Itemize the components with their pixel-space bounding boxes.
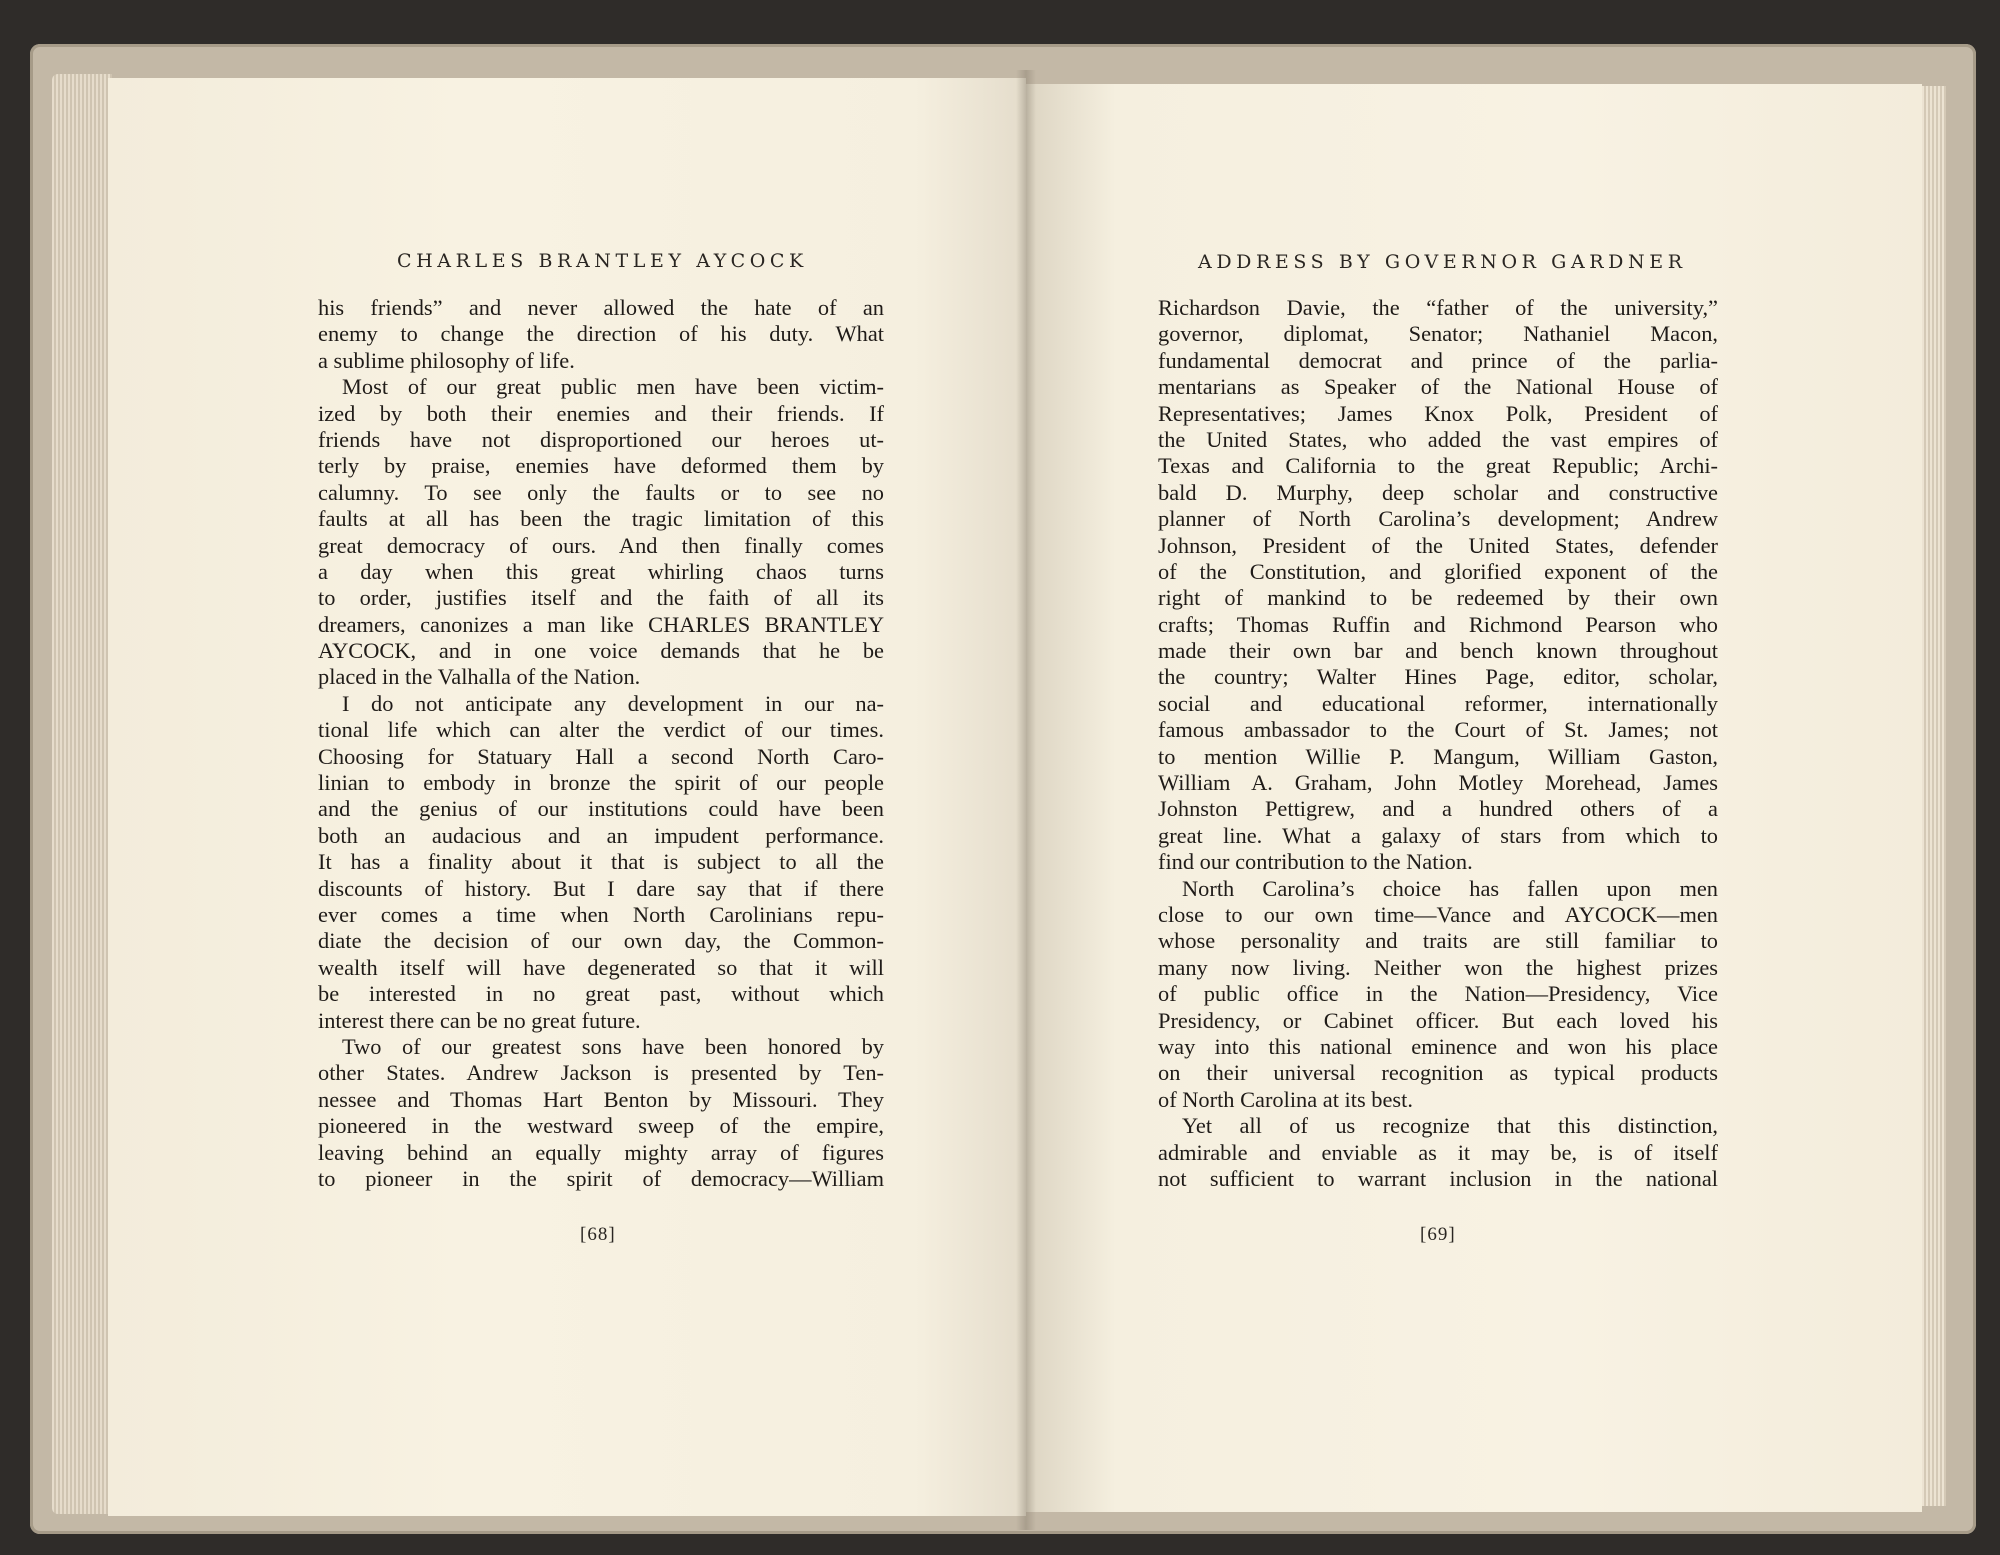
text-line: to order, justifies itself and the faith of all its [318, 585, 884, 611]
text-line: great democracy of ours. And then finally comes [318, 532, 884, 558]
text-line: of the Constitution, and glorified exponent of the [1158, 558, 1718, 584]
text-line: interest there can be no great future. [318, 1007, 641, 1033]
text-line: the country; Walter Hines Page, editor, scholar, [1158, 664, 1718, 690]
text-line: way into this national eminence and won his place [1158, 1033, 1718, 1059]
text-line: terly by praise, enemies have deformed them by [318, 453, 884, 479]
text-line: and the genius of our institutions could have been [318, 796, 884, 822]
text-line: calumny. To see only the faults or to see no [318, 479, 884, 505]
text-line: to pioneer in the spirit of democracy—William [318, 1165, 884, 1191]
text-line: North Carolina’s choice has fallen upon men [1182, 875, 1718, 901]
text-line: social and educational reformer, internationally [1158, 690, 1718, 716]
text-line: governor, diplomat, Senator; Nathaniel Macon, [1158, 321, 1718, 347]
text-line: both an audacious and an impudent performance. [318, 822, 884, 848]
text-line: to mention Willie P. Mangum, William Gaston, [1158, 743, 1718, 769]
book-gutter [1016, 70, 1036, 1530]
text-line: many now living. Neither won the highest prizes [1158, 954, 1718, 980]
right-page-text [1158, 295, 1718, 1192]
text-line: friends have not disproportioned our heroes ut- [318, 426, 884, 452]
text-line: find our contribution to the Nation. [1158, 849, 1473, 875]
text-line: tional life which can alter the verdict of our times. [318, 717, 884, 743]
text-line: close to our own time—Vance and AYCOCK—men [1158, 901, 1718, 927]
text-line: ever comes a time when North Carolinians repu- [318, 901, 884, 927]
text-line: Johnston Pettigrew, and a hundred others of a [1158, 796, 1718, 822]
text-line: nessee and Thomas Hart Benton by Missouri. They [318, 1086, 884, 1112]
text-line: famous ambassador to the Court of St. James; not [1158, 717, 1718, 743]
text-line: leaving behind an equally mighty array of figures [318, 1139, 884, 1165]
text-line: Richardson Davie, the “father of the university,” [1158, 295, 1718, 320]
text-line: bald D. Murphy, deep scholar and constructive [1158, 479, 1718, 505]
text-line: of public office in the Nation—Presidency, Vice [1158, 981, 1718, 1007]
text-line: on their universal recognition as typical products [1158, 1060, 1718, 1086]
text-line: whose personality and traits are still familiar to [1158, 928, 1718, 954]
text-line: I do not anticipate any development in our na- [342, 690, 884, 716]
text-line: faults at all has been the tragic limitation of this [318, 506, 884, 532]
text-line: discounts of history. But I dare say that if there [318, 875, 884, 901]
text-line: crafts; Thomas Ruffin and Richmond Pearson who [1158, 611, 1718, 637]
text-line: of North Carolina at its best. [1158, 1086, 1413, 1112]
text-line: great line. What a galaxy of stars from which to [1158, 822, 1718, 848]
text-line: be interested in no great past, without which [318, 981, 884, 1007]
text-line: It has a finality about it that is subject to all the [318, 849, 884, 875]
text-line: mentarians as Speaker of the National House of [1158, 374, 1718, 400]
text-line: William A. Graham, John Motley Morehead, James [1158, 770, 1718, 796]
text-line: his friends” and never allowed the hate of an [318, 295, 884, 320]
text-line: Choosing for Statuary Hall a second North Caro- [318, 743, 884, 769]
left-running-head: CHARLES BRANTLEY AYCOCK [397, 250, 808, 272]
text-line: pioneered in the westward sweep of the empire, [318, 1113, 884, 1139]
text-line: Representatives; James Knox Polk, President of [1158, 400, 1718, 426]
text-line: placed in the Valhalla of the Nation. [318, 664, 641, 690]
text-line: diate the decision of our own day, the Common- [318, 928, 884, 954]
left-page-text [318, 295, 884, 1192]
page-edges-left [52, 74, 112, 1514]
page-edges-right [1920, 86, 1946, 1506]
left-page-number: [68] [580, 1224, 616, 1245]
text-line: Yet all of us recognize that this distinction, [1182, 1113, 1718, 1139]
text-line: Two of our greatest sons have been honored by [342, 1033, 884, 1059]
text-line: enemy to change the direction of his duty. What [318, 321, 884, 347]
text-line: right of mankind to be redeemed by their own [1158, 585, 1718, 611]
text-line: a sublime philosophy of life. [318, 347, 575, 373]
text-line: Texas and California to the great Republic; Archi- [1158, 453, 1718, 479]
text-line: dreamers, canonizes a man like CHARLES BRANTLEY [318, 611, 884, 637]
text-line: fundamental democrat and prince of the parlia- [1158, 347, 1718, 373]
text-line: not sufficient to warrant inclusion in the national [1158, 1165, 1718, 1191]
text-line: Johnson, President of the United States, defender [1158, 532, 1718, 558]
text-line: other States. Andrew Jackson is presented by Ten- [318, 1060, 884, 1086]
text-line: ized by both their enemies and their friends. If [318, 400, 884, 426]
text-line: Most of our great public men have been victim- [342, 374, 884, 400]
text-line: wealth itself will have degenerated so that it will [318, 954, 884, 980]
right-running-head: ADDRESS BY GOVERNOR GARDNER [1198, 251, 1687, 273]
text-line: the United States, who added the vast empires of [1158, 426, 1718, 452]
text-line: Presidency, or Cabinet officer. But each loved his [1158, 1007, 1718, 1033]
text-line: admirable and enviable as it may be, is of itself [1158, 1139, 1718, 1165]
text-line: linian to embody in bronze the spirit of our people [318, 770, 884, 796]
text-line: a day when this great whirling chaos turns [318, 558, 884, 584]
right-page-number: [69] [1420, 1224, 1456, 1245]
text-line: made their own bar and bench known throughout [1158, 638, 1718, 664]
text-line: planner of North Carolina’s development; Andrew [1158, 506, 1718, 532]
text-line: AYCOCK, and in one voice demands that he be [318, 638, 884, 664]
